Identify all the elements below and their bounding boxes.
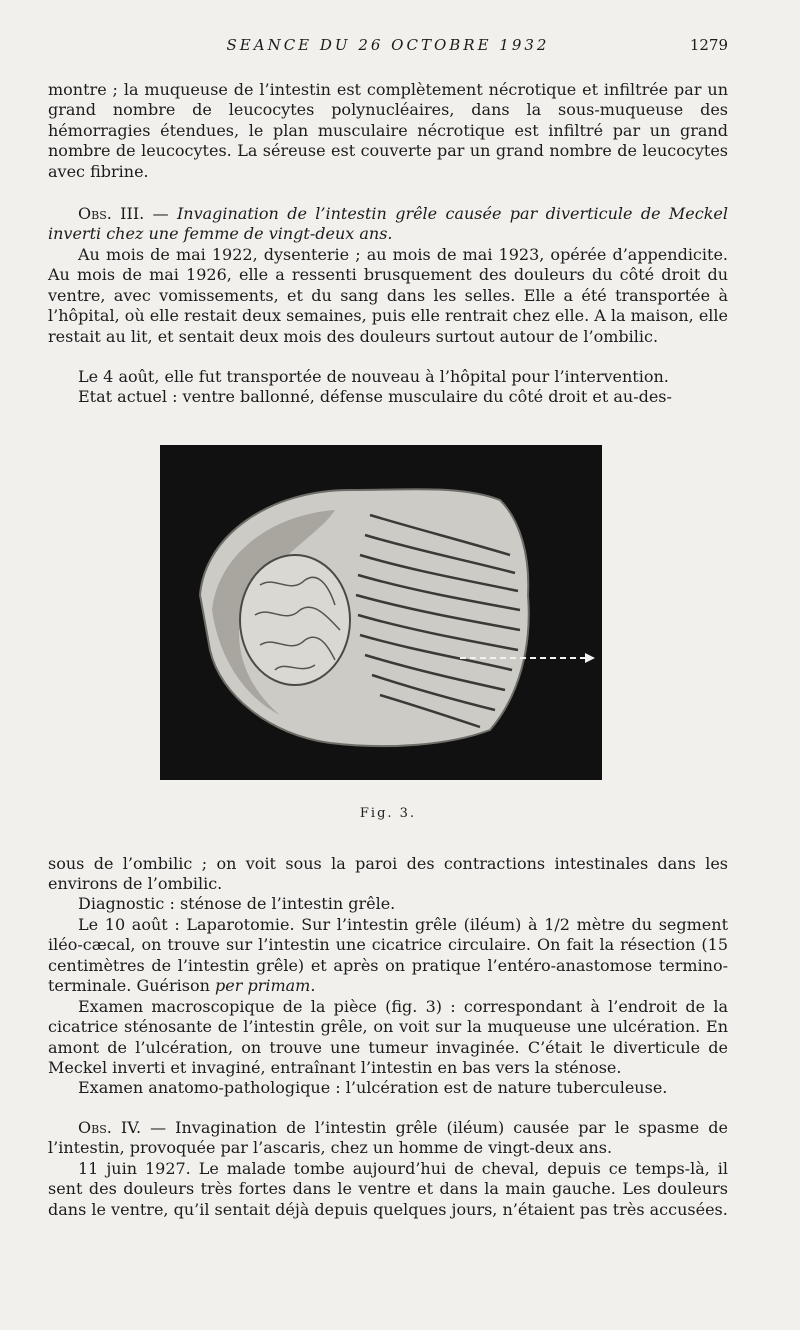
paragraph-history: Au mois de mai 1922, dysenterie ; au mois de mai 1923, opérée d’appendicite. Au mois de mai 1926, elle a ressenti brusquement des douleurs du côté droit du ventre, avec vomissements, et du sang dans les selles. Elle a été transportée à l’hôpital, où elle restait deux semaines, puis elle rentrait chez elle. A la maison, elle restait au lit, et sentait deux mois des douleurs surtout autour de l’ombilic.: [48, 245, 728, 346]
figure-specimen-image: [160, 445, 602, 780]
obs-4-heading: [48, 1118, 728, 1159]
figure-caption: Fig. 3.: [359, 806, 417, 821]
page-header: [48, 36, 728, 58]
obs-4-text: — Invagination de l’intestin grêle (iléum) causée par le spasme de l’intestin, provoquée par l’ascaris, chez un homme de vingt-deux ans.: [48, 1118, 728, 1158]
per-primam: per primam.: [215, 976, 316, 996]
obs-3-heading: [48, 204, 728, 245]
obs-3-title: Invagination de l’intestin grêle causée par diverticule de Meckel inverti chez une femme de vingt-deux ans.: [48, 204, 729, 244]
paragraph-examen-anatomo: Examen anatomo-pathologique : l’ulcération est de nature tuberculeuse.: [78, 1078, 668, 1097]
paragraph-necrosis: montre ; la muqueuse de l’intestin est complètement nécrotique et infiltrée par un grand nombre de leucocytes polynucléaires, dans la sous-muqueuse des hémorragies étendues, le plan musculaire nécrotique est infiltré par un grand nombre de leucocytes. La séreuse est couverte par un grand nombre de leucocytes avec fibrine.: [48, 80, 728, 181]
obs-4-label: Obs. IV.: [78, 1118, 142, 1137]
obs-3-dash: —: [144, 204, 177, 223]
paragraph-examen-macroscopique: Examen macroscopique de la pièce (fig. 3) : correspondant à l’endroit de la cicatrice sténosante de l’intestin grêle, on voit sur la muqueuse une ulcération. En amont de l’ulcération, on trouve une tumeur invaginée. C’était le diverticule de Meckel inverti et invaginé, entraînant l’intestin en bas vers la sténose.: [48, 997, 728, 1078]
paragraph-laparotomie: [48, 915, 728, 997]
page-number: 1279: [689, 36, 728, 54]
paragraph-ombilic: sous de l’ombilic ; on voit sous la paroi des contractions intestinales dans les environs de l’ombilic.: [48, 854, 728, 894]
paragraph-transport: Le 4 août, elle fut transportée de nouveau à l’hôpital pour l’intervention.: [78, 367, 669, 386]
obs-3-label: Obs. III.: [78, 204, 145, 223]
paragraph-juin-1927: 11 juin 1927. Le malade tombe aujourd’hui de cheval, depuis ce temps-là, il sent des douleurs très fortes dans le ventre et dans la main gauche. Les douleurs dans le ventre, qu’il sentait déjà depuis quelques jours, n’étaient pas très accusées.: [48, 1159, 728, 1219]
paragraph-etat-actuel: Etat actuel : ventre ballonné, défense musculaire du côté droit et au-des-: [78, 387, 672, 406]
laparotomie-text: Le 10 août : Laparotomie. Sur l’intestin grêle (iléum) à 1/2 mètre du segment iléo-cæcal, on trouve sur l’intestin une cicatrice circulaire. On fait la résection (15 centimètres de l’intestin grêle) et après on pratique l’entéro-anastomose termino-terminale. Guérison: [48, 915, 728, 996]
running-head: SEANCE DU 26 OCTOBRE 1932: [226, 36, 550, 54]
paragraph-diagnostic: Diagnostic : sténose de l’intestin grêle.: [78, 894, 396, 913]
